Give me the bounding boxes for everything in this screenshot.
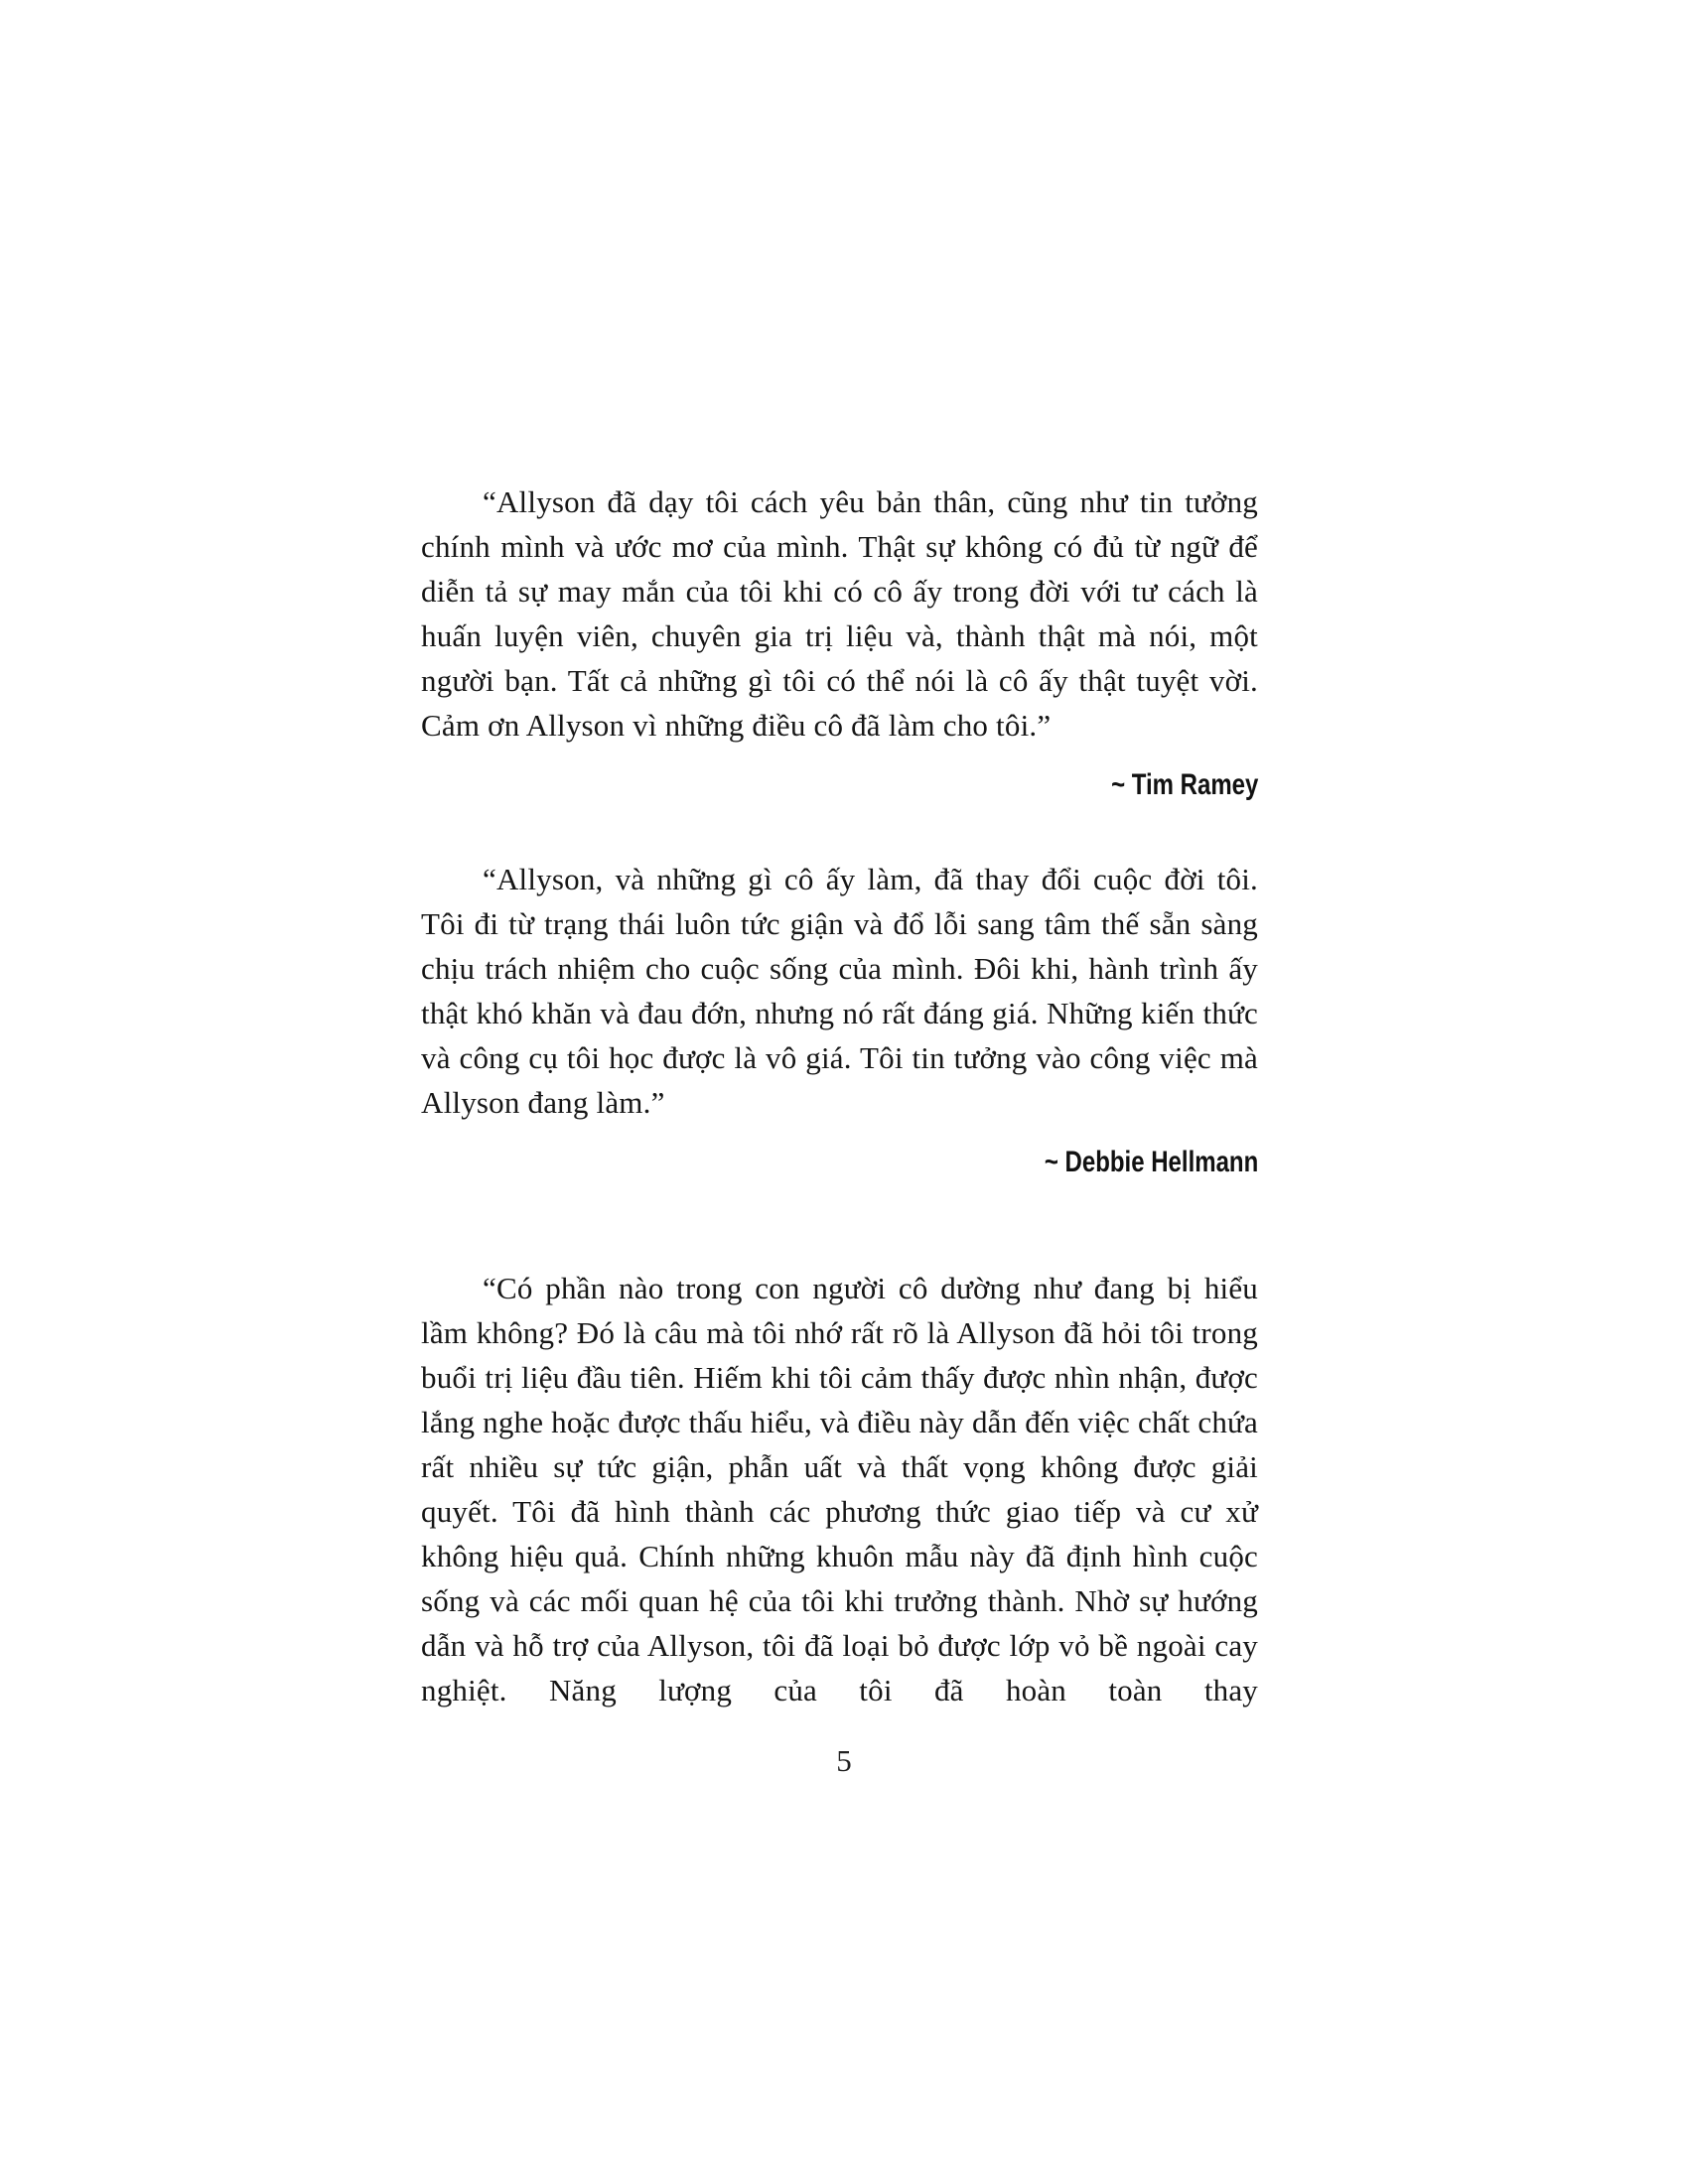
page-number: 5 [836, 1743, 852, 1778]
testimonial-quote-2 [421, 857, 1258, 1182]
quote-text-1: “Allyson đã dạy tôi cách yêu bản thân, cũng như tin tưởng chính mình và ước mơ của mình. Thật sự không có đủ từ ngữ để diễn tả sự may mắn của tôi khi có cô ấy trong đời với tư cách là huấn luyện viên, chuyên gia trị liệu và, thành thật mà nói, một người bạn. Tất cả những gì tôi có thể nói là cô ấy thật tuyệt vời. Cảm ơn Allyson vì những điều cô đã làm cho tôi.” [421, 484, 1258, 743]
quote-attribution-1 [421, 765, 1258, 805]
quote-text-2: “Allyson, và những gì cô ấy làm, đã thay đổi cuộc đời tôi. Tôi đi từ trạng thái luôn tức giận và đổ lỗi sang tâm thế sẵn sàng chịu trách nhiệm cho cuộc sống của mình. Đôi khi, hành trình ấy thật khó khăn và đau đớn, nhưng nó rất đáng giá. Những kiến thức và công cụ tôi học được là vô giá. Tôi tin tưởng vào công việc mà Allyson đang làm.” [421, 862, 1258, 1120]
quote-text-3: “Có phần nào trong con người cô dường như đang bị hiểu lầm không? Đó là câu mà tôi nhớ rất rõ là Allyson đã hỏi tôi trong buổi trị liệu đầu tiên. Hiếm khi tôi cảm thấy được nhìn nhận, được lắng nghe hoặc được thấu hiểu, và điều này dẫn đến việc chất chứa rất nhiều sự tức giận, phẫn uất và thất vọng không được giải quyết. Tôi đã hình thành các phương thức giao tiếp và cư xử không hiệu quả. Chính những khuôn mẫu này đã định hình cuộc sống và các mối quan hệ của tôi khi trưởng thành. Nhờ sự hướng dẫn và hỗ trợ của Allyson, tôi đã loại bỏ được lớp vỏ bề ngoài cay nghiệt. Năng lượng của tôi đã hoàn toàn thay [421, 1271, 1258, 1707]
testimonial-quote-3 [421, 1266, 1258, 1712]
quote-attribution-2-name: ~ Debbie Hellmann [1044, 1146, 1258, 1178]
quote-attribution-2 [421, 1143, 1258, 1182]
quote-attribution-1-name: ~ Tim Ramey [1110, 768, 1258, 801]
text-column [421, 479, 1258, 1712]
testimonial-quote-1 [421, 479, 1258, 805]
